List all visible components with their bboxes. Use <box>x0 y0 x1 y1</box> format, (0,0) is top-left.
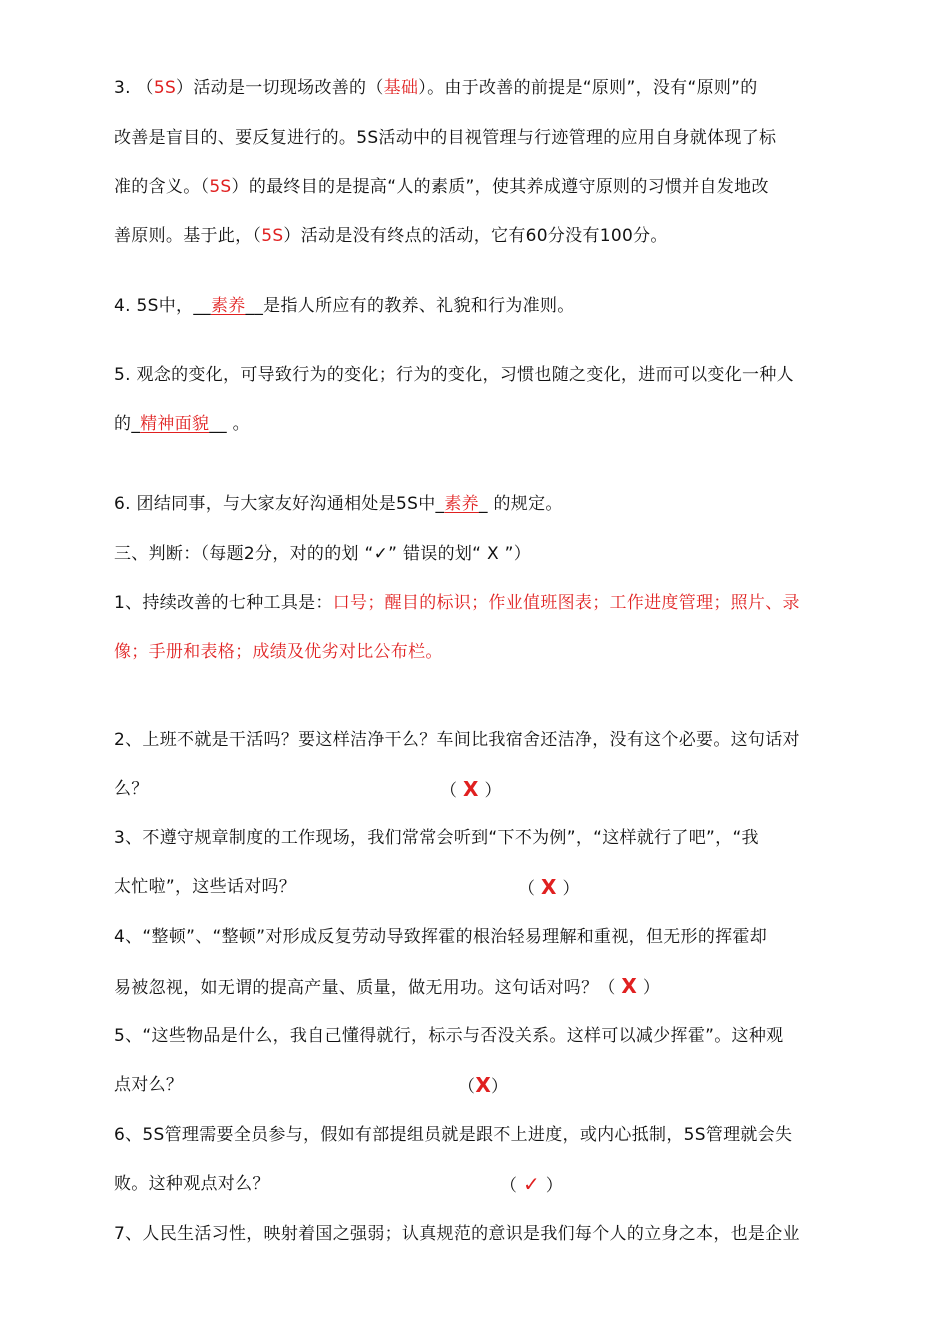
q4-blank-right: __ <box>245 296 264 316</box>
q3-line-4 <box>114 224 874 248</box>
j6-line-1: 6、5S管理需要全员参与，假如有部提组员就是跟不上进度，或内心抵制，5S管理就会失 <box>114 1125 793 1145</box>
j3-line-1: 3、不遵守规章制度的工作现场，我们常常会听到“下不为例”，“这样就行了吧”，“我 <box>114 828 759 848</box>
j5-cross-mark: X <box>475 1073 492 1097</box>
j6-text: 败。这种观点对么？ <box>114 1174 270 1194</box>
q5-line-2 <box>114 412 874 436</box>
q5-answer: 精神面貌 <box>140 414 210 434</box>
j2-paren-open: （ <box>440 781 464 801</box>
q3-answer-5s-2: 5S <box>209 177 232 197</box>
q4-answer: 素养 <box>210 296 246 316</box>
q4-blank-left: __ <box>193 296 211 316</box>
j2-line-1: 2、上班不就是干活吗？要这样洁净干么？车间比我宿舍还洁净，没有这个必要。这句话对 <box>114 730 800 750</box>
q5-line-1: 5. 观念的变化，可导致行为的变化；行为的变化，习惯也随之变化，进而可以变化一种人 <box>114 365 794 385</box>
j5-paren-close: ） <box>491 1077 509 1097</box>
q5-blank-left: _ <box>131 414 141 434</box>
q3-l3-text: ）的最终目的是提高“人的素质”，使其养成遵守原则的习惯并自发地改 <box>231 177 769 197</box>
j4-answer-box <box>598 974 661 998</box>
q6-answer: 素养 <box>444 494 479 514</box>
q3-line-1 <box>114 76 874 100</box>
j4-line-2 <box>114 974 874 1000</box>
j3-text: 太忙啦”，这些话对吗？ <box>114 877 297 897</box>
q4-text: 是指人所应有的教养、礼貌和行为准则。 <box>263 296 575 316</box>
q5-blank-right: __ <box>209 414 227 434</box>
q3-l4-text: ）活动是没有终点的活动，它有60分没有100分。 <box>283 226 668 246</box>
j2-paren-close: ） <box>478 781 502 801</box>
j5-answer-box <box>458 1073 508 1099</box>
j7-line-1: 7、人民生活习性，映射着国之强弱；认真规范的意识是我们每个人的立身之本，也是企业 <box>114 1224 800 1244</box>
j5-line-2 <box>114 1073 874 1097</box>
q4-line <box>114 294 874 318</box>
q3-text-2: ）。由于改善的前提是“原则”，没有“原则”的 <box>418 78 758 98</box>
j4-cross-mark: X <box>621 974 638 998</box>
q3-l4-prefix: 善原则。基于此，（ <box>114 226 262 246</box>
j3-cross-mark: X <box>541 875 557 899</box>
q3-line-3 <box>114 175 874 199</box>
q3-answer-foundation: 基础 <box>383 78 419 98</box>
section-3-heading: 三、判断：（每题2分，对的的划 “✓” 错误的划“ X ”） <box>114 544 532 564</box>
j4-line-1: 4、“整顿”、“整顿”对形成反复劳动导致挥霍的根治轻易理解和重视，但无形的挥霍却 <box>114 927 768 947</box>
q3-answer-5s-3: 5S <box>261 226 284 246</box>
q6-suffix: 的规定。 <box>487 494 563 514</box>
q6-blank-right: _ <box>478 494 488 514</box>
j3-answer-box <box>518 875 580 901</box>
j6-paren-open: （ <box>500 1176 524 1196</box>
q6-blank-left: _ <box>435 494 445 514</box>
j2-answer-box <box>440 777 502 803</box>
j4-text: 易被忽视，如无谓的提高产量、质量，做无用功。这句话对吗？ <box>114 978 599 998</box>
j2-text: 么？ <box>114 779 149 799</box>
q3-prefix: 3. （ <box>114 78 154 98</box>
j6-check-mark: ✓ <box>523 1172 541 1196</box>
q3-l3-prefix: 准的含义。（ <box>114 177 210 197</box>
j6-paren-close: ） <box>540 1176 564 1196</box>
j1-prefix: 1、持续改善的七种工具是： <box>114 593 333 613</box>
j1-answer: 口号；醒目的标识；作业值班图表；工作进度管理；照片、录 <box>332 593 800 613</box>
q5-suffix: 。 <box>226 414 250 434</box>
j4-paren-close: ） <box>637 978 661 998</box>
j3-line-2 <box>114 875 874 899</box>
q6-prefix: 6. 团结同事，与大家友好沟通相处是5S中 <box>114 494 436 514</box>
j5-line-1: 5、“这些物品是什么，我自己懂得就行，标示与否没关系。这样可以减少挥霍”。这种观 <box>114 1026 784 1046</box>
q5-prefix: 的 <box>114 414 132 434</box>
q3-line-2: 改善是盲目的、要反复进行的。5S活动中的目视管理与行迹管理的应用自身就体现了标 <box>114 128 777 148</box>
j2-line-2 <box>114 777 874 801</box>
j3-paren-open: （ <box>518 879 542 899</box>
j3-paren-close: ） <box>556 879 580 899</box>
q6-line <box>114 492 874 516</box>
j1-line-1 <box>114 591 874 615</box>
j6-line-2 <box>114 1172 874 1196</box>
j1-line-2: 像；手册和表格；成绩及优劣对比公布栏。 <box>114 642 443 662</box>
j5-text: 点对么？ <box>114 1075 184 1095</box>
j6-answer-box <box>500 1172 563 1198</box>
q4-prefix: 4. 5S中， <box>114 296 194 316</box>
q3-answer-5s-1: 5S <box>153 78 177 98</box>
q3-text: ）活动是一切现场改善的（ <box>176 78 384 98</box>
j5-paren-open: （ <box>458 1077 476 1097</box>
j4-paren-open: （ <box>598 978 622 998</box>
j2-cross-mark: X <box>463 777 479 801</box>
